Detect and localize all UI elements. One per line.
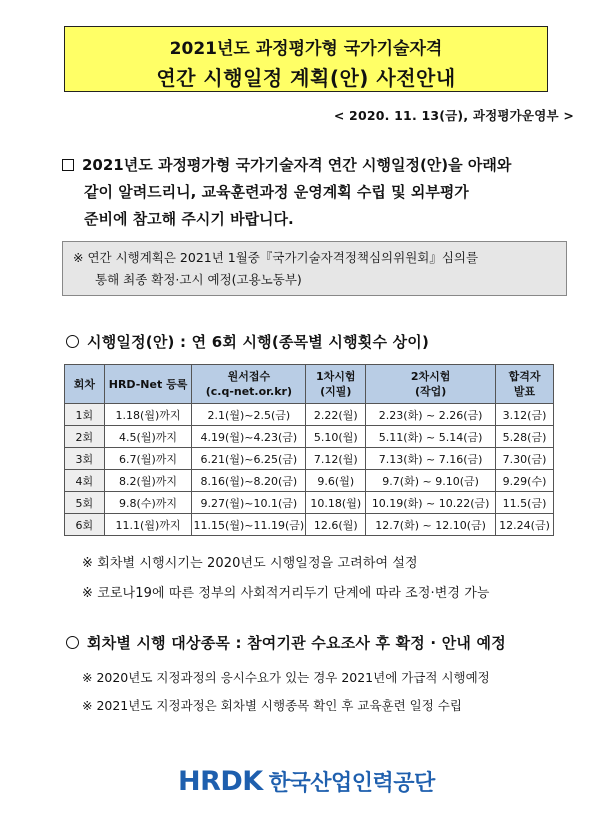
header-first-line1: 1차시험 (315, 370, 356, 383)
cell-second-exam: 10.19(화) ~ 10.22(금) (366, 492, 496, 514)
cell-application: 11.15(월)~11.19(금) (192, 514, 306, 536)
section-heading-schedule (66, 331, 429, 352)
header-second-line2: (작업) (414, 385, 447, 398)
note-line-2: 통해 최종 확정·고시 예정(고용노동부) (95, 272, 302, 287)
cell-application: 6.21(월)~6.25(금) (192, 448, 306, 470)
section-heading-targets-text: 회차별 시행 대상종목 : 참여기관 수요조사 후 확정 · 안내 예정 (87, 634, 506, 652)
header-application-line1: 원서접수 (227, 370, 271, 383)
cell-round: 1회 (65, 404, 105, 426)
cell-first-exam: 2.22(월) (306, 404, 366, 426)
cell-hrd: 8.2(월)까지 (104, 470, 192, 492)
header-round: 회차 (65, 365, 105, 404)
cell-second-exam: 7.13(화) ~ 7.16(금) (366, 448, 496, 470)
title-line-1: 2021년도 과정평가형 국가기술자격 (169, 39, 443, 59)
cell-round: 2회 (65, 426, 105, 448)
cell-hrd: 9.8(수)까지 (104, 492, 192, 514)
logo-text-en: HRDK (178, 765, 263, 797)
header-first-line2: (지필) (320, 385, 352, 398)
cell-hrd: 6.7(월)까지 (104, 448, 192, 470)
circle-bullet-icon (66, 636, 79, 649)
table-row (65, 448, 554, 470)
header-hrd: HRD-Net 등록 (104, 365, 192, 404)
cell-pass: 9.29(수) (496, 470, 554, 492)
hrdk-logo (178, 764, 435, 798)
remark-2: ※ 코로나19에 따른 정부의 사회적거리두기 단계에 따라 조정·변경 가능 (82, 586, 490, 601)
remark-1: ※ 회차별 시행시기는 2020년도 시행일정을 고려하여 설정 (82, 556, 418, 571)
header-pass (496, 365, 554, 404)
cell-first-exam: 7.12(월) (306, 448, 366, 470)
cell-first-exam: 5.10(월) (306, 426, 366, 448)
intro-line-1: 2021년도 과정평가형 국가기술자격 연간 시행일정(안)을 아래와 (82, 156, 512, 174)
remark-3: ※ 2020년도 지정과정의 응시수요가 있는 경우 2021년에 가급적 시행예정 (82, 670, 490, 685)
circle-bullet-icon (66, 335, 79, 348)
cell-round: 6회 (65, 514, 105, 536)
table-row (65, 426, 554, 448)
cell-application: 8.16(월)~8.20(금) (192, 470, 306, 492)
header-pass-line2: 발표 (513, 385, 536, 398)
header-application (192, 365, 306, 404)
remark-4: ※ 2021년도 지정과정은 회차별 시행종목 확인 후 교육훈련 일정 수립 (82, 698, 462, 713)
title-box (64, 26, 548, 92)
cell-first-exam: 12.6(월) (306, 514, 366, 536)
header-first-exam (306, 365, 366, 404)
cell-round: 3회 (65, 448, 105, 470)
cell-pass: 5.28(금) (496, 426, 554, 448)
header-second-exam (366, 365, 496, 404)
logo-text-kr: 한국산업인력공단 (268, 770, 435, 796)
intro-line-3: 준비에 참고해 주시기 바랍니다. (84, 210, 294, 228)
table-row (65, 404, 554, 426)
cell-second-exam: 2.23(화) ~ 2.26(금) (366, 404, 496, 426)
table-row (65, 514, 554, 536)
title-line-2: 연간 시행일정 계획(안) 사전안내 (156, 66, 456, 90)
cell-hrd: 4.5(월)까지 (104, 426, 192, 448)
cell-pass: 7.30(금) (496, 448, 554, 470)
cell-round: 5회 (65, 492, 105, 514)
header-application-line2: (c.q-net.or.kr) (205, 385, 292, 398)
cell-hrd: 11.1(월)까지 (104, 514, 192, 536)
cell-second-exam: 9.7(화) ~ 9.10(금) (366, 470, 496, 492)
cell-second-exam: 12.7(화) ~ 12.10(금) (366, 514, 496, 536)
cell-application: 9.27(월)~10.1(금) (192, 492, 306, 514)
cell-application: 4.19(월)~4.23(금) (192, 426, 306, 448)
note-box (62, 241, 567, 296)
header-pass-line1: 합격자 (508, 370, 541, 383)
section-heading-schedule-text: 시행일정(안) : 연 6회 시행(종목별 시행횟수 상이) (87, 333, 430, 351)
header-second-line1: 2차시험 (410, 370, 451, 383)
date-line: < 2020. 11. 13(금), 과정평가운영부 > (333, 108, 574, 123)
cell-second-exam: 5.11(화) ~ 5.14(금) (366, 426, 496, 448)
table-row (65, 492, 554, 514)
note-line-1: ※ 연간 시행계획은 2021년 1월중『국가기술자격정책심의위원회』심의를 (73, 250, 479, 265)
square-bullet-icon (62, 159, 74, 171)
cell-pass: 3.12(금) (496, 404, 554, 426)
schedule-table (64, 364, 554, 536)
table-row (65, 470, 554, 492)
section-heading-targets (66, 632, 506, 653)
cell-application: 2.1(월)~2.5(금) (192, 404, 306, 426)
cell-round: 4회 (65, 470, 105, 492)
cell-first-exam: 9.6(월) (306, 470, 366, 492)
intro-line-2: 같이 알려드리니, 교육훈련과정 운영계획 수립 및 외부평가 (84, 183, 469, 201)
cell-hrd: 1.18(월)까지 (104, 404, 192, 426)
intro-paragraph (62, 152, 582, 233)
table-header-row (65, 365, 554, 404)
cell-pass: 11.5(금) (496, 492, 554, 514)
cell-first-exam: 10.18(월) (306, 492, 366, 514)
cell-pass: 12.24(금) (496, 514, 554, 536)
